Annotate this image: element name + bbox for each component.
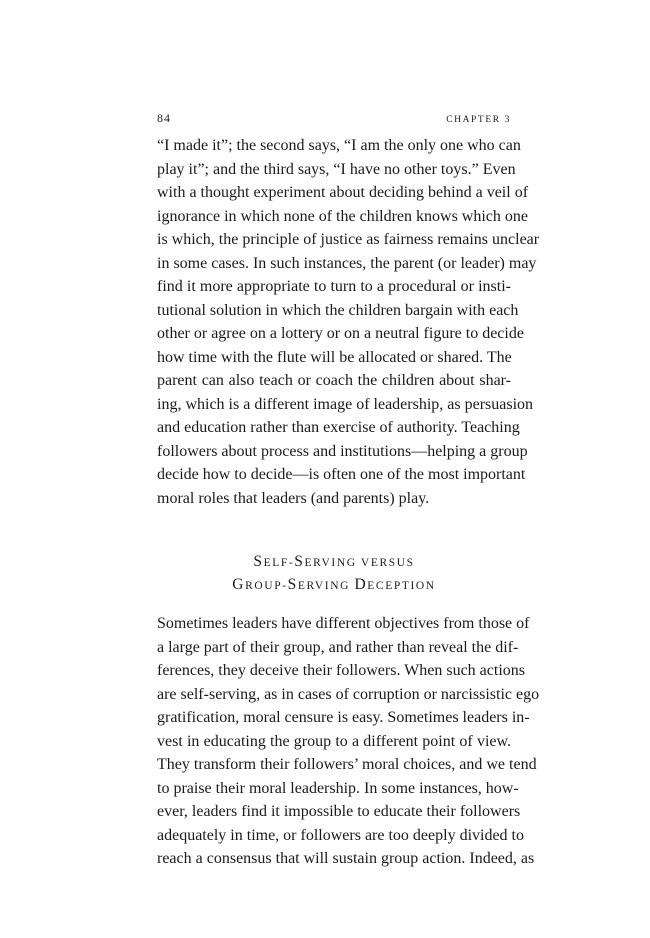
text-line: find it more appropriate to turn to a procedural or insti- <box>157 278 511 295</box>
paragraph-2 <box>157 615 540 874</box>
text-line: ing, which is a different image of leadership, as persuasion <box>157 395 534 413</box>
text-line: Sometimes leaders have different objectives from those of <box>157 615 530 632</box>
chapter-label: CHAPTER 3 <box>446 115 511 125</box>
text-line: to praise their moral leadership. In some instances, how- <box>157 779 519 797</box>
section-heading-text: SELF-SERVING VERSUS <box>253 553 415 570</box>
text-line: ignorance in which none of the children knows which one <box>157 207 529 225</box>
text-line: “I made it”; the second says, “I am the only one who can <box>157 137 521 154</box>
text-line: other or agree on a lottery or on a neutral figure to decide <box>157 325 524 342</box>
running-head <box>157 111 511 137</box>
text-line: and education rather than exercise of authority. Teaching <box>157 419 520 436</box>
text-line: decide how to decide—is often one of the most important <box>157 466 526 483</box>
text-line: play it”; and the third says, “I have no other toys.” Even <box>157 160 516 178</box>
page-number: 84 <box>157 111 171 125</box>
text-line: a large part of their group, and rather than reveal the dif- <box>157 638 519 656</box>
paragraph-1 <box>157 137 540 513</box>
text-line: adequately in time, or followers are too deeply divided to <box>157 826 524 844</box>
text-line: is which, the principle of justice as fairness remains unclear <box>157 231 540 248</box>
text-line: They transform their followers’ moral choices, and we tend <box>157 756 537 773</box>
text-line: ever, leaders find it impossible to educate their followers <box>157 803 521 820</box>
text-line: vest in educating the group to a different point of view. <box>157 732 511 750</box>
text-line: moral roles that leaders (and parents) play. <box>157 489 430 507</box>
text-line: are self-serving, as in cases of corruption or narcissistic ego <box>157 685 540 703</box>
text-line: followers about process and institutions—helping a group <box>157 442 528 460</box>
text-line: in some cases. In such instances, the parent (or leader) may <box>157 254 537 272</box>
text-line: parent can also teach or coach the children about shar- <box>157 372 511 389</box>
section-heading-text: GROUP-SERVING DECEPTION <box>232 576 436 593</box>
section-heading-line-1 <box>157 551 511 574</box>
text-line: gratification, moral censure is easy. Sometimes leaders in- <box>157 709 530 726</box>
text-line: with a thought experiment about deciding behind a veil of <box>157 184 529 201</box>
book-page <box>157 108 540 874</box>
text-line: tutional solution in which the children bargain with each <box>157 301 519 319</box>
section-heading-line-2 <box>157 574 511 597</box>
text-line: ferences, they deceive their followers. When such actions <box>157 662 525 679</box>
section-heading <box>157 551 511 597</box>
text-line: how time with the flute will be allocated or shared. The <box>157 348 512 366</box>
text-line: reach a consensus that will sustain group action. Indeed, as <box>157 850 535 867</box>
